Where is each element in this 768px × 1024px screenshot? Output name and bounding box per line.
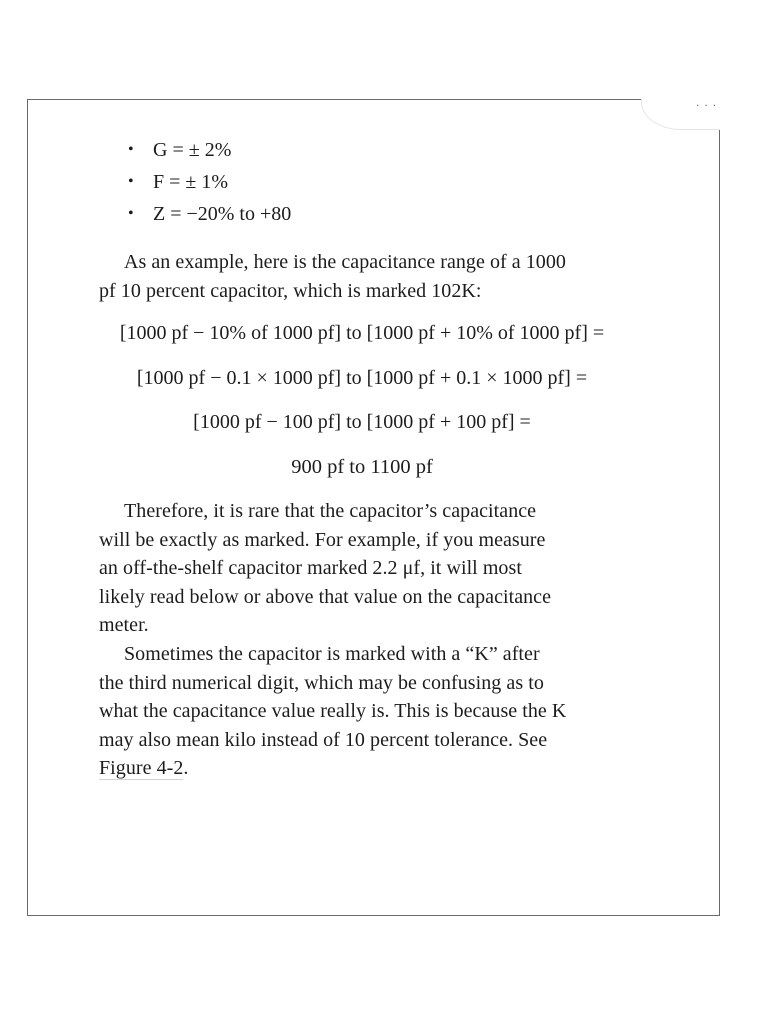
- list-item-text: Z = −20% to +80: [153, 203, 292, 225]
- paragraph-line: the third numerical digit, which may be confusing as to: [99, 671, 544, 694]
- paragraph-line: Sometimes the capacitor is marked with a “K” after: [124, 643, 540, 665]
- paragraph-line: likely read below or above that value on the capacitance: [99, 585, 552, 608]
- tolerance-list: [98, 137, 291, 233]
- paragraph-line: As an example, here is the capacitance range of a 1000: [124, 251, 566, 273]
- paragraph-line: [99, 754, 639, 783]
- bullet-icon: •: [128, 173, 134, 190]
- bullet-icon: •: [128, 141, 134, 158]
- bullet-icon: •: [128, 205, 134, 222]
- equation-line: [1000 pf − 10% of 1000 pf] to [1000 pf + 10% of 1000 pf] =: [119, 322, 605, 344]
- figure-link[interactable]: Figure 4-2: [99, 757, 184, 780]
- list-item: [98, 169, 291, 201]
- list-item: [98, 137, 291, 169]
- paragraph-line: will be exactly as marked. For example, if you measure: [99, 528, 546, 551]
- sometimes-paragraph: [99, 640, 639, 783]
- list-item-text: F = ± 1%: [153, 171, 229, 193]
- therefore-paragraph: [99, 497, 639, 640]
- equation-line: [1000 pf − 100 pf] to [1000 pf + 100 pf] =: [193, 411, 531, 433]
- equation-line: [1000 pf − 0.1 × 1000 pf] to [1000 pf + 0.1 × 1000 pf] =: [136, 367, 588, 389]
- paragraph-line: meter.: [99, 614, 149, 637]
- equation-result: 900 pf to 1100 pf: [291, 456, 433, 478]
- list-item: [98, 201, 291, 233]
- link-suffix: .: [183, 757, 189, 780]
- paragraph-line: an off-the-shelf capacitor marked 2.2 μf, it will most: [99, 557, 522, 580]
- intro-paragraph: [99, 248, 639, 305]
- paragraph-line: Therefore, it is rare that the capacitor’s capacitance: [124, 500, 537, 522]
- paragraph-line: may also mean kilo instead of 10 percent tolerance. See: [99, 728, 548, 751]
- corner-marks: . . .: [696, 98, 717, 109]
- paragraph-line: pf 10 percent capacitor, which is marked 102K:: [99, 279, 482, 302]
- list-item-text: G = ± 2%: [153, 139, 232, 161]
- paragraph-line: what the capacitance value really is. This is because the K: [99, 700, 567, 723]
